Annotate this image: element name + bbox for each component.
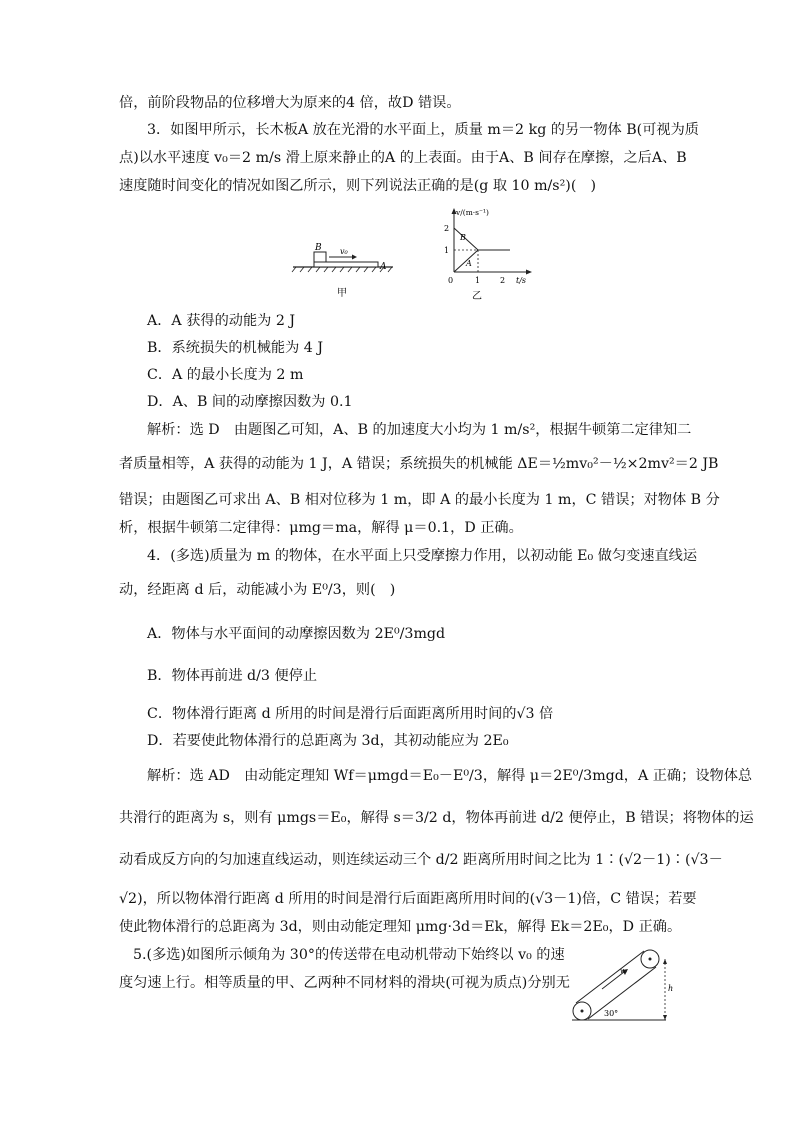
text-line: 动，经距离 d 后，动能减小为 E⁰/3，则( ): [119, 582, 396, 598]
text-line: 析，根据牛顿第二定律得：μmg＝ma，解得 μ＝0.1，D 正确。: [119, 520, 523, 536]
figure-conveyor-belt: [568, 945, 680, 1025]
option-c: C．A 的最小长度为 2 m: [147, 367, 304, 383]
label-h: h: [668, 984, 674, 993]
label-b: B: [315, 243, 322, 253]
label-angle: 30°: [604, 1009, 619, 1018]
question-5-stem: 5.(多选)如图所示倾角为 30°的传送带在电动机带动下始终以 v₀ 的速: [133, 947, 565, 963]
axis-ylabel: v/(m·s⁻¹): [456, 208, 489, 217]
text-line: 使此物体滑行的总距离为 3d，则由动能定理知 μmg·3d＝Ek，解得 Ek＝2E₀，D 正确。: [119, 919, 682, 935]
option-b: B．物体再前进 d/3 便停止: [147, 668, 318, 684]
figure-caption-yi: 乙: [472, 291, 482, 302]
text-line: 共滑行的距离为 s，则有 μmgs＝E₀，解得 s＝3/2 d，物体再前进 d/2 便停止，B 错误；将物体的运: [119, 810, 754, 826]
line-label-a: A: [466, 259, 472, 268]
solution-3: 解析：选 D 由题图乙可知，A、B 的加速度大小均为 1 m/s²，根据牛顿第二定律知二: [147, 422, 692, 438]
ytick-1: 1: [444, 246, 450, 255]
text-line: 错误；由题图乙可求出 A、B 相对位移为 1 m，即 A 的最小长度为 1 m，C 错误；对物体 B 分: [119, 492, 720, 508]
text-line: 点)以水平速度 v₀＝2 m/s 滑上原来静止的A 的上表面。由于A、B 间存在摩擦，之后A、B: [119, 150, 687, 166]
xtick-0: 0: [448, 276, 454, 285]
option-d: D．A、B 间的动摩擦因数为 0.1: [147, 394, 353, 410]
figure-caption-jia: 甲: [337, 288, 347, 299]
text-line: 者质量相等，A 获得的动能为 1 J，A 错误；系统损失的机械能 ΔE＝½mv₀²－½×2mv²＝2 JB: [119, 456, 719, 472]
ytick-2: 2: [444, 224, 450, 233]
xtick-2: 2: [500, 276, 506, 285]
solution-4: 解析：选 AD 由动能定理知 Wf＝μmgd＝E₀－E⁰/3，解得 μ＝2E⁰/3mgd，A 正确；设物体总: [147, 768, 753, 784]
axis-xlabel: t/s: [516, 276, 527, 285]
text-line: 速度随时间变化的情况如图乙所示，则下列说法正确的是(g 取 10 m/s²)( ): [119, 178, 597, 194]
text-line: 动看成反方向的匀加速直线运动，则连续运动三个 d/2 距离所用时间之比为 1∶(√2－1)∶(√3－: [119, 852, 723, 868]
option-d: D．若要使此物体滑行的总距离为 3d，其初动能应为 2E₀: [147, 733, 509, 749]
option-b: B．系统损失的机械能为 4 J: [147, 340, 324, 356]
text-line: 度匀速上行。相等质量的甲、乙两种不同材料的滑块(可视为质点)分别无: [119, 975, 570, 991]
xtick-1: 1: [475, 276, 481, 285]
option-a: A．A 获得的动能为 2 J: [147, 313, 296, 329]
label-a: A: [380, 262, 387, 272]
label-v0: v₀: [620, 967, 627, 975]
text-line: √2)，所以物体滑行距离 d 所用的时间是滑行后面距离所用时间的(√3－1)倍，C 错误；若要: [119, 891, 697, 907]
question-3-stem: 3．如图甲所示，长木板A 放在光滑的水平面上，质量 m＝2 kg 的另一物体 B(可视为质: [147, 122, 699, 138]
option-c: C．物体滑行距离 d 所用的时间是滑行后面距离所用时间的√3 倍: [147, 706, 554, 722]
figure-yi: [436, 204, 536, 304]
label-v0: v₀: [340, 247, 348, 256]
figure-jia: [288, 236, 398, 300]
line-label-b: B: [460, 233, 466, 242]
question-4-stem: 4．(多选)质量为 m 的物体，在水平面上只受摩擦力作用，以初动能 E₀ 做匀变速直线运: [147, 548, 698, 564]
text-line: 倍，前阶段物品的位移增大为原来的4 倍，故D 错误。: [119, 95, 461, 111]
option-a: A．物体与水平面间的动摩擦因数为 2E⁰/3mgd: [147, 626, 446, 642]
